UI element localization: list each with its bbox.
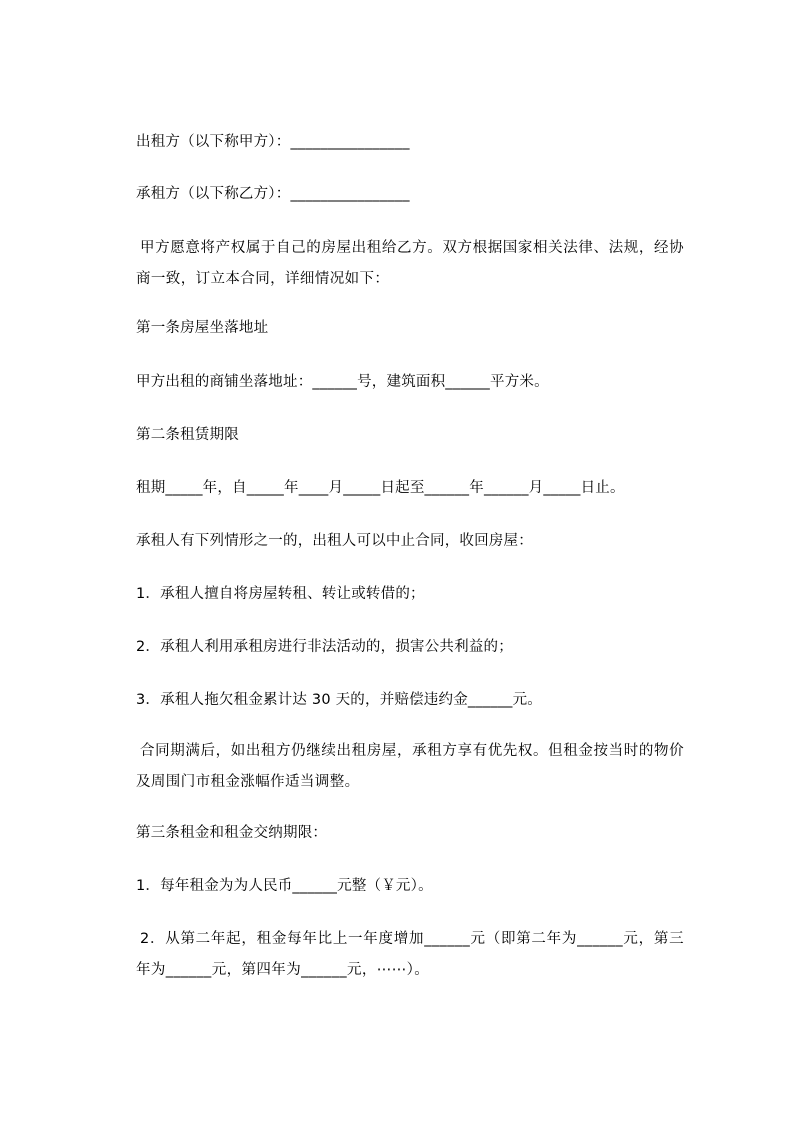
- rent-item-1: 1．每年租金为为人民币______元整（￥元）。: [136, 878, 433, 894]
- termination-item-1: 1．承租人擅自将房屋转租、转让或转借的；: [136, 586, 425, 602]
- termination-item-3: 3．承租人拖欠租金累计达 30 天的，并赔偿违约金______元。: [136, 692, 542, 708]
- lessee-line: 承租方（以下称乙方）：________________: [136, 186, 410, 202]
- article3-title: 第三条租金和租金交纳期限：: [136, 825, 328, 841]
- article2-title: 第二条租赁期限: [136, 427, 239, 443]
- lessor-line: 出租方（以下称甲方）：________________: [136, 134, 410, 150]
- renewal-paragraph: 合同期满后，如出租方仍继续出租房屋，承租方享有优先权。但租金按当时的物价及周围门市租金涨幅作适当调整。: [136, 743, 684, 790]
- article1-body: 甲方出租的商铺坐落地址：______号，建筑面积______平方米。: [136, 374, 549, 390]
- termination-intro: 承租人有下列情形之一的，出租人可以中止合同，收回房屋：: [136, 533, 533, 549]
- termination-item-2: 2．承租人利用承租房进行非法活动的，损害公共利益的；: [136, 639, 513, 655]
- intro-paragraph: 甲方愿意将产权属于自己的房屋出租给乙方。双方根据国家相关法律、法规，经协商一致，订立本合同，详细情况如下：: [136, 240, 684, 287]
- rent-item-2: 2．从第二年起，租金每年比上一年度增加______元（即第二年为______元，第三年为______元，第四年为______元，⋯⋯）。: [136, 931, 684, 978]
- article2-body: 租期_____年，自_____年____月_____日起至______年______月_____日止。: [136, 480, 625, 496]
- article1-title: 第一条房屋坐落地址: [136, 320, 269, 336]
